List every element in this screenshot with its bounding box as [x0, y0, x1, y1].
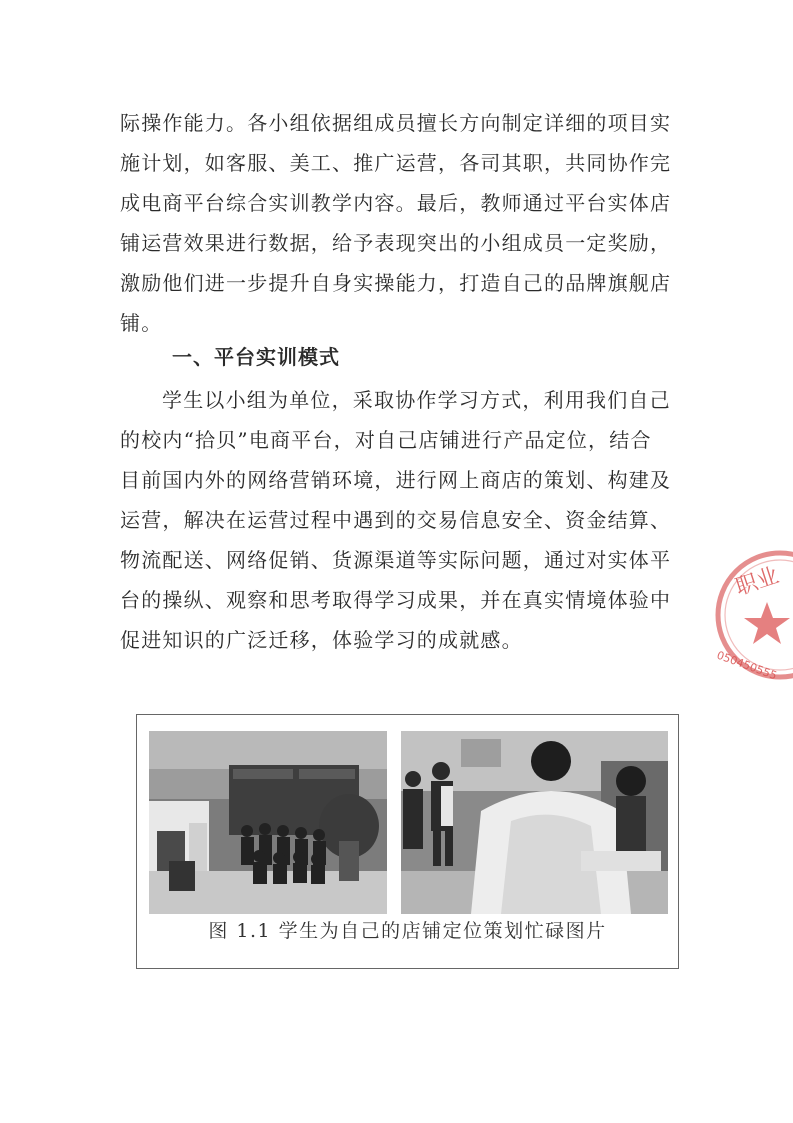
- photo-students-lobby: [149, 731, 387, 914]
- text-line: 的校内“拾贝”电商平台，对自己店铺进行产品定位，结合: [120, 428, 652, 452]
- figure-frame: [136, 714, 679, 969]
- section-heading: 一、平台实训模式: [172, 345, 340, 369]
- text-line: 激励他们进一步提升自身实操能力，打造自己的品牌旗舰店: [120, 271, 672, 295]
- paragraph-1: [120, 103, 680, 343]
- svg-text:050450555: 050450555: [714, 648, 779, 683]
- figure-caption: 图 1.1 学生为自己的店铺定位策划忙碌图片: [208, 920, 607, 942]
- text-line: 成电商平台综合实训教学内容。最后，教师通过平台实体店: [120, 191, 672, 215]
- text-line: 物流配送、网络促销、货源渠道等实际问题，通过对实体平: [120, 548, 672, 572]
- text-line: 铺运营效果进行数据，给予表现突出的小组成员一定奖励，: [120, 231, 672, 255]
- text-line: 运营，解决在运营过程中遇到的交易信息安全、资金结算、: [120, 508, 672, 532]
- svg-text:职业: 职业: [732, 563, 783, 601]
- text-line: 目前国内外的网络营销环境，进行网上商店的策划、构建及: [120, 468, 672, 492]
- text-line: 学生以小组为单位，采取协作学习方式，利用我们自己: [162, 388, 671, 412]
- text-line: 铺。: [120, 311, 163, 335]
- text-line: 台的操纵、观察和思考取得学习成果，并在真实情境体验中: [120, 588, 672, 612]
- paragraph-2: [120, 380, 680, 660]
- photo-students-counter: [401, 731, 668, 914]
- text-line: 施计划，如客服、美工、推广运营，各司其职，共同协作完: [120, 151, 672, 175]
- text-line: 促进知识的广泛迁移，体验学习的成就感。: [120, 628, 523, 652]
- official-seal-stamp: [705, 540, 793, 690]
- text-line: 际操作能力。各小组依据组成员擅长方向制定详细的项目实: [120, 111, 672, 135]
